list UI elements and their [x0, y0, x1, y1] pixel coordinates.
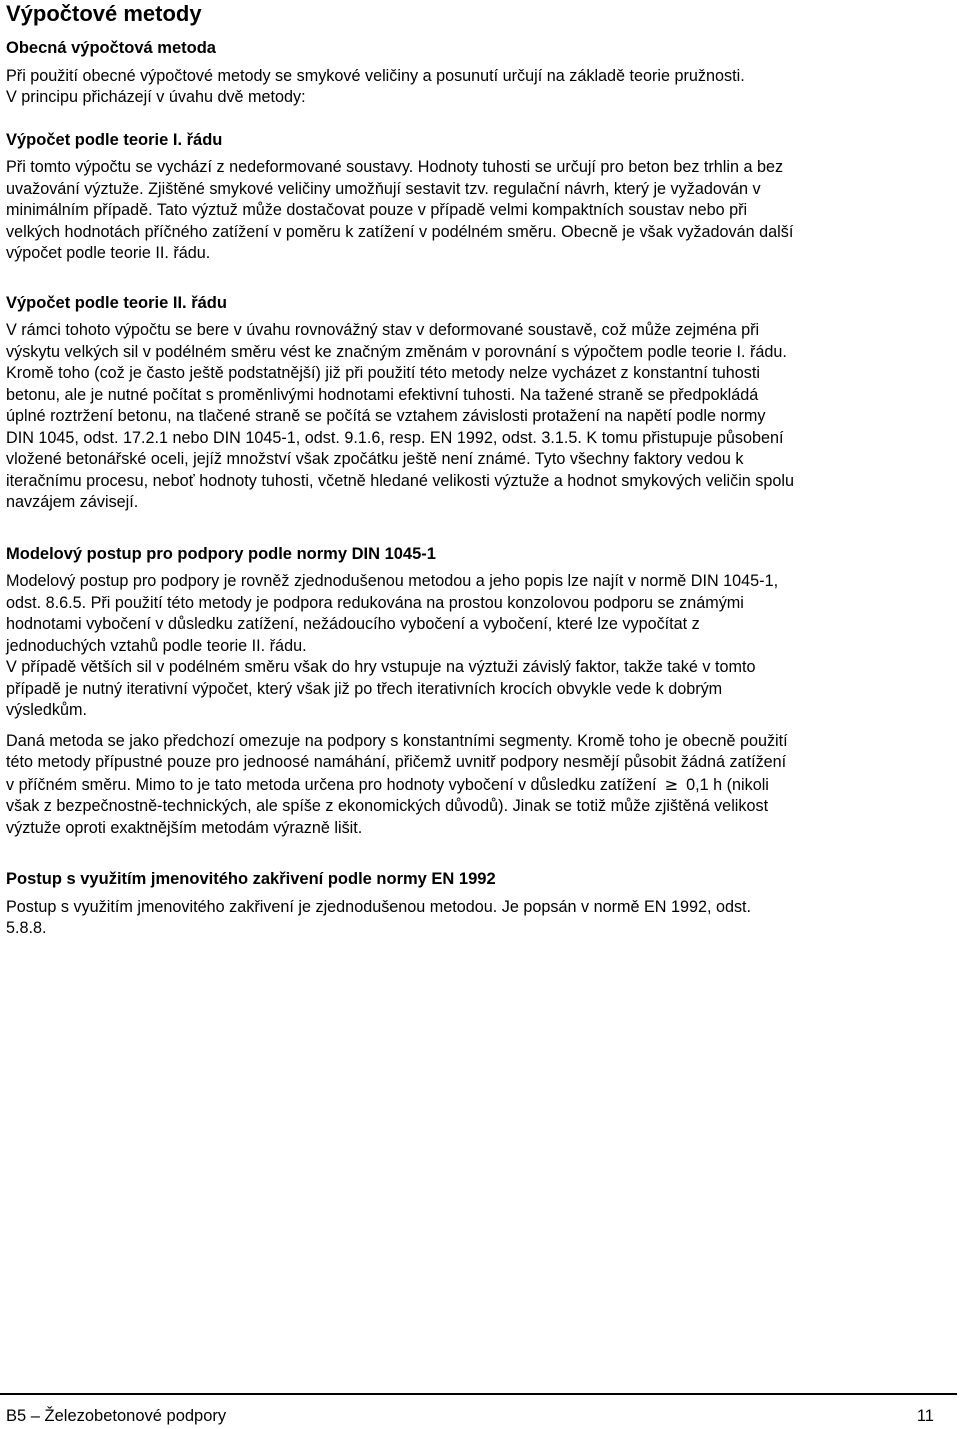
paragraph: Při tomto výpočtu se vychází z nedeformované soustavy. Hodnoty tuhosti se určují pro beton bez trhlin a bez uvažování výztuže. Zjištěné smykové veličiny umožňují sestavit tzv. regulační návrh, který je vyžadován v minimálním případě. Tato výztuž může dostačovat pouze v případě velmi kompaktních soustav nebo při velkých hodnotách příčného zatížení v poměru k zatížení v podélném směru. Obecně je však vyžadován další výpočet podle teorie II. řádu. — [6, 158, 794, 262]
section-heading-second-order: Výpočet podle teorie II. řádu — [6, 293, 227, 312]
paragraph-text: 0,1 h (nikoli však z bezpečnostně-technických, ale spíše z ekonomických důvodů). Jinak se totiž může zjištěná velikost výztuže oproti exaktnějším metodám výrazně lišit. — [6, 775, 769, 837]
page-number: 11 — [916, 1407, 934, 1425]
section-heading-first-order: Výpočet podle teorie I. řádu — [6, 130, 223, 149]
paragraph: V rámci tohoto výpočtu se bere v úvahu rovnovážný stav v deformované soustavě, což může zejména při výskytu velkých sil v podélném směru vést ke značným změnám v porovnání s výpočtem podle teorie I. řádu. Kromě toho (což je často ještě podstatnější) již při použití této metody nelze vycházet z konstantní tuhosti betonu, ale je nutné počítat s proměnlivými hodnotami efektivní tuhosti. Na tažené straně se předpokládá úplné roztržení betonu, na tlačené straně se počítá se vztahem závislosti protažení na napětí podle normy DIN 1045, odst. 17.2.1 nebo DIN 1045-1, odst. 9.1.6, resp. EN 1992, odst. 3.1.5. K tomu přistupuje působení vložené betonářské oceli, jejíž množství však zpočátku ještě není známé. Tyto všechny faktory vedou k iteračnímu procesu, neboť hodnoty tuhosti, včetně hledané velikosti výztuže a hodnot smykových veličin spolu navzájem závisejí. — [6, 321, 795, 511]
section-heading-general-method: Obecná výpočtová metoda — [6, 39, 216, 57]
footer-chapter-title: B5 – Železobetonové podpory — [6, 1407, 227, 1425]
paragraph: Modelový postup pro podpory je rovněž zjednodušenou metodou a jeho popis lze najít v normě DIN 1045-1, odst. 8.6.5. Při použití této metody je podpora redukována na prostou konzolovou podporu se známými hodnotami vybočení v důsledku zatížení, nežádoucího vybočení a vybočení, které lze vypočítat z jednoduchých vztahů podle teorie II. řádu. — [6, 572, 779, 655]
paragraph-text: Daná metoda se jako předchozí omezuje na podpory s konstantními segmenty. Kromě toho je obecně použití této metody přípustné pouze pro jednoosé namáhání, přičemž uvnitř podpory nesmějí působit žádná zatížení v příčném směru. Mimo to je tato metoda určena pro hodnoty vybočení v důsledku zatížení — [6, 731, 788, 794]
section-heading-model-column: Modelový postup pro podpory podle normy DIN 1045-1 — [6, 544, 436, 563]
footer-divider — [0, 1393, 957, 1395]
document-body — [6, 38, 796, 940]
paragraph — [6, 731, 796, 840]
greater-or-equal-icon: ≥ — [664, 774, 679, 794]
section-heading-nominal-curvature: Postup s využitím jmenovitého zakřivení podle normy EN 1992 — [6, 870, 496, 888]
paragraph: Postup s využitím jmenovitého zakřivení je zjednodušenou metodou. Je popsán v normě EN 1992, odst. 5.8.8. — [6, 897, 752, 937]
page-title: Výpočtové metody — [6, 1, 202, 26]
paragraph: V případě větších sil v podélném směru však do hry vstupuje na výztuži závislý faktor, takže také v tomto případě je nutný iterativní výpočet, který však již po třech iterativních krocích obvykle vede k dobrým výsledkům. — [6, 658, 756, 719]
paragraph: V principu přicházejí v úvahu dvě metody: — [6, 88, 306, 106]
paragraph: Při použití obecné výpočtové metody se smykové veličiny a posunutí určují na základě teorie pružnosti. — [6, 66, 745, 85]
